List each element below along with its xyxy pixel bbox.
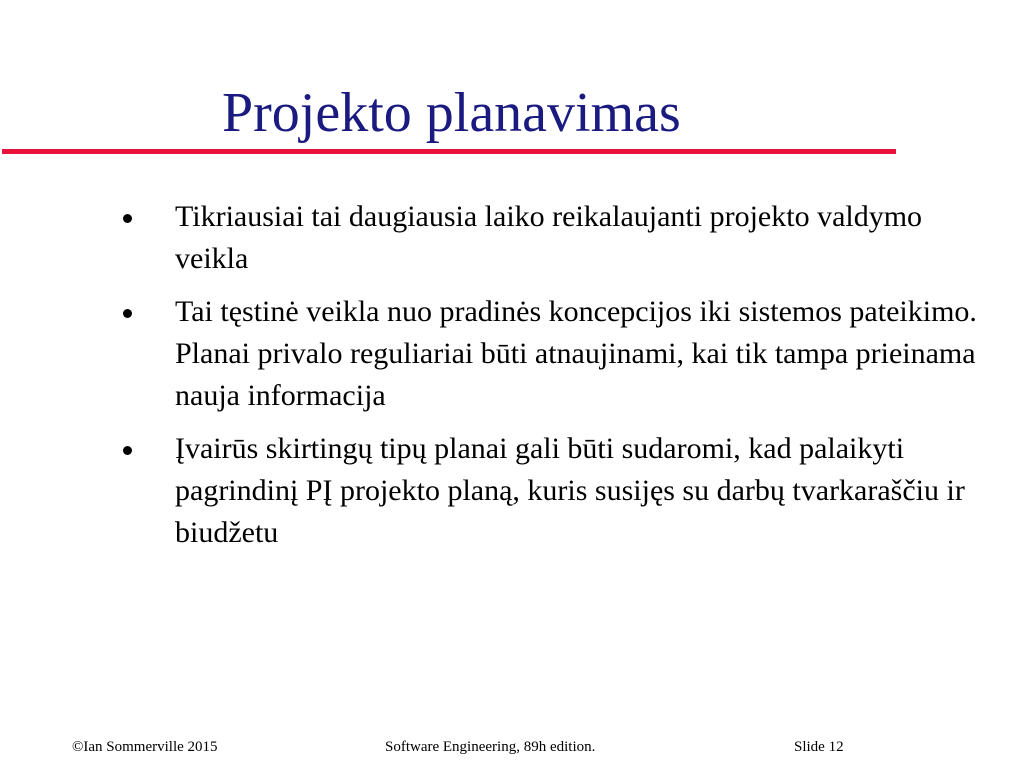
- bullet-item: [120, 196, 1000, 280]
- footer-book-title: Software Engineering, 89h edition.: [385, 739, 596, 755]
- bullet-text: Tai tęstinė veikla nuo pradinės koncepcijos iki sistemos pateikimo. Planai privalo reguliariai būti atnaujinami, kai tik tampa prieinama nauja informacija: [175, 295, 977, 412]
- bullet-dot-icon: [123, 446, 132, 455]
- slide-title: Projekto planavimas: [222, 82, 681, 144]
- bullet-text: Įvairūs skirtingų tipų planai gali būti sudaromi, kad palaikyti pagrindinį PĮ projekto planą, kuris susijęs su darbų tvarkaraščiu ir biudžetu: [175, 432, 965, 549]
- bullet-text: Tikriausiai tai daugiausia laiko reikalaujanti projekto valdymo veikla: [175, 200, 923, 275]
- footer-copyright: ©Ian Sommerville 2015: [72, 739, 218, 755]
- title-underline: [2, 149, 896, 154]
- bullet-list: [120, 196, 1000, 565]
- bullet-item: [120, 291, 1000, 417]
- bullet-item: [120, 428, 1000, 554]
- footer-slide-number: Slide 12: [794, 739, 844, 755]
- bullet-dot-icon: [123, 309, 132, 318]
- bullet-dot-icon: [123, 214, 132, 223]
